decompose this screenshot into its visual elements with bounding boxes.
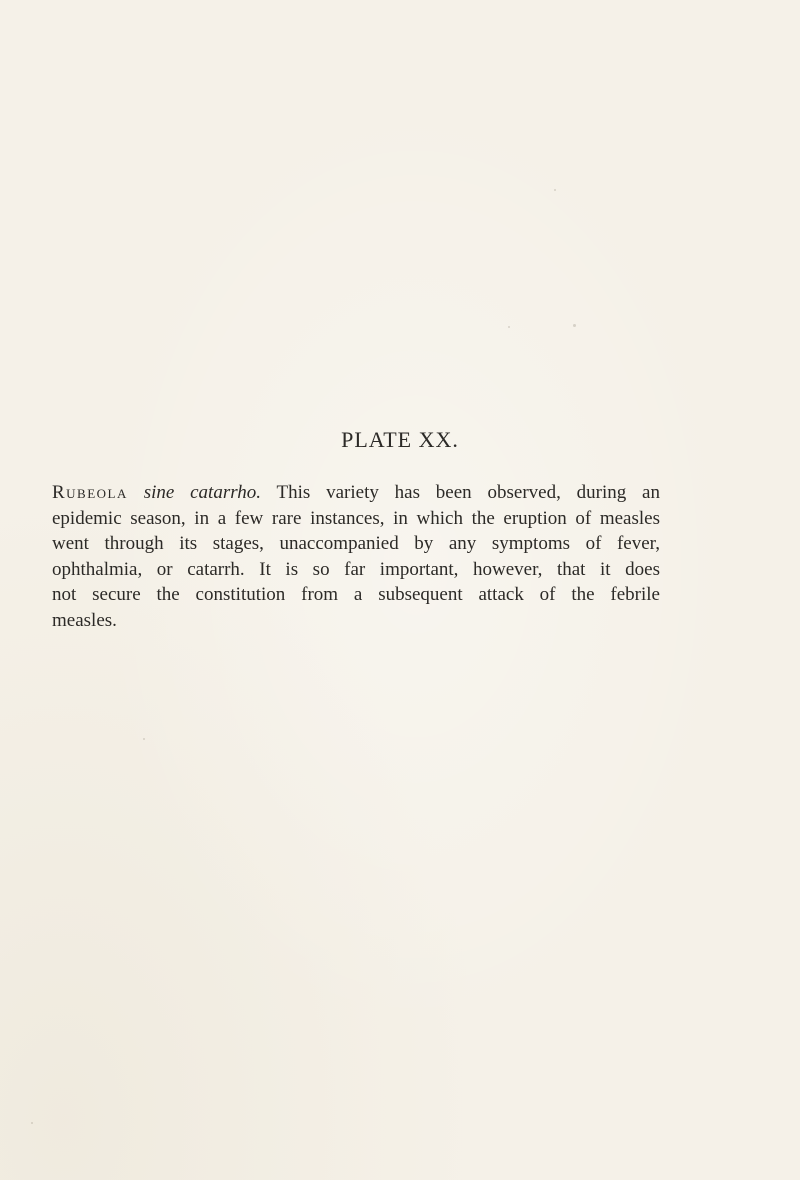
paper-speck — [573, 324, 576, 327]
disease-term: Rubeola — [52, 482, 128, 503]
plate-title: PLATE XX. — [341, 427, 459, 452]
description-line-5: not secure the constitution from a subsequent attack of the febrile — [52, 584, 660, 605]
description-text-1: This variety has been observed, during an — [276, 482, 660, 503]
description-line-4: ophthalmia, or catarrh. It is so far important, however, that it does — [52, 558, 660, 580]
description-line-3: went through its stages, unaccompanied by any symptoms of fever, — [52, 533, 660, 554]
paper-speck — [508, 326, 510, 328]
description-line-6: measles. — [52, 609, 117, 631]
paper-speck — [554, 189, 556, 191]
paper-speck — [143, 738, 145, 740]
description-line-1 — [52, 480, 660, 506]
paper-speck — [31, 1122, 33, 1124]
description-line-2: epidemic season, in a few rare instances, in which the eruption of measles — [52, 507, 660, 529]
plate-description — [52, 480, 660, 633]
disease-qualifier: sine catarrho. — [143, 482, 262, 503]
